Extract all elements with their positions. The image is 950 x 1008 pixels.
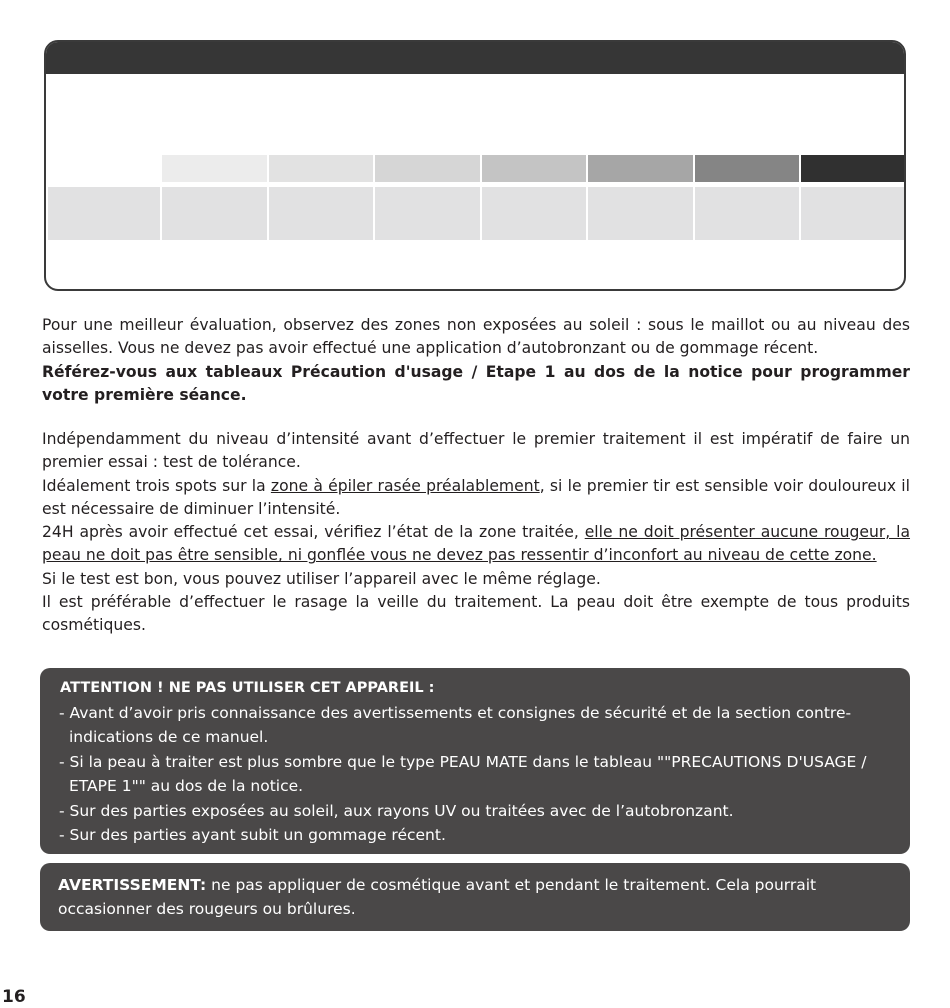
- attention-item: - Sur des parties ayant subit un gommage récent.: [59, 826, 446, 844]
- table-value-row: [48, 187, 906, 240]
- good-test-text: Si le test est bon, vous pouvez utiliser l’appareil avec le même réglage.: [42, 569, 601, 588]
- table-value-cell: [482, 187, 587, 240]
- skin-tone-swatch: [482, 155, 587, 182]
- attention-item: - Sur des parties exposées au soleil, aux rayons UV ou traitées avec de l’autobronzant.: [59, 801, 734, 820]
- skin-tone-swatch: [588, 155, 693, 182]
- skin-tone-swatch: [695, 155, 800, 182]
- evaluation-paragraph: [42, 314, 910, 407]
- table-value-cell: [162, 187, 267, 240]
- skin-tone-swatch: [375, 155, 480, 182]
- check-underlined-text: elle ne doit présenter aucune rougeur, la peau ne doit pas être sensible, ni gonflée vous ne devez pas ressentir d’inconfort au niveau de cette zone.: [42, 523, 911, 565]
- warning-lead: AVERTISSEMENT:: [58, 876, 207, 894]
- attention-box: [40, 668, 910, 854]
- skin-tone-swatch: [801, 155, 906, 182]
- attention-item: - Avant d’avoir pris connaissance des avertissements et consignes de sécurité et de la section contre-indications de ce manuel.: [59, 703, 852, 746]
- spots-underlined-text: zone à épiler rasée préalablement: [270, 476, 540, 495]
- skin-tone-table: [44, 40, 906, 291]
- warning-box: [40, 863, 910, 931]
- table-header-bar: [46, 42, 904, 74]
- table-value-cell: [269, 187, 374, 240]
- table-value-cell: [588, 187, 693, 240]
- skin-tone-swatch: [162, 155, 267, 182]
- check-instruction: [42, 521, 910, 568]
- table-row-label-cell: [48, 187, 160, 240]
- check-before-text: 24H après avoir effectué cet essai, vérifiez l’état de la zone traitée,: [42, 523, 585, 542]
- skin-tone-swatch-row: [162, 155, 906, 182]
- refer-tables-text: Référez-vous aux tableaux Précaution d'usage / Etape 1 au dos de la notice pour programmer votre première séance.: [42, 362, 910, 404]
- evaluation-text: Pour une meilleur évaluation, observez des zones non exposées au soleil : sous le maillot ou au niveau des aisselles. Vous ne devez pas avoir effectué une application d’autobronzant ou de gommage récent.: [42, 316, 910, 358]
- tolerance-intro: Indépendamment du niveau d’intensité avant d’effectuer le premier traitement il est impératif de faire un premier essai : test de tolérance.: [42, 430, 910, 472]
- spots-before-text: Idéalement trois spots sur la: [42, 476, 271, 495]
- table-value-cell: [801, 187, 906, 240]
- warning-text: ne pas appliquer de cosmétique avant et pendant le traitement. Cela pourrait occasionner des rougeurs ou brûlures.: [58, 876, 817, 918]
- page-number: 16: [2, 987, 26, 1007]
- spots-after-text: , si le premier tir est sensible voir douloureux il est nécessaire de diminuer l’intensité.: [42, 476, 910, 518]
- spots-instruction: [42, 475, 910, 522]
- tolerance-test-paragraph: [42, 428, 910, 638]
- table-value-cell: [375, 187, 480, 240]
- attention-item: - Si la peau à traiter est plus sombre que le type PEAU MATE dans le tableau ""PRECAUTIONS D'USAGE / ETAPE 1"" au dos de la notice.: [59, 752, 867, 795]
- attention-title: ATTENTION ! NE PAS UTILISER CET APPAREIL :: [60, 680, 435, 696]
- table-value-cell: [695, 187, 800, 240]
- shaving-text: Il est préférable d’effectuer le rasage la veille du traitement. La peau doit être exempte de tous produits cosmétiques.: [42, 593, 910, 635]
- skin-tone-swatch: [269, 155, 374, 182]
